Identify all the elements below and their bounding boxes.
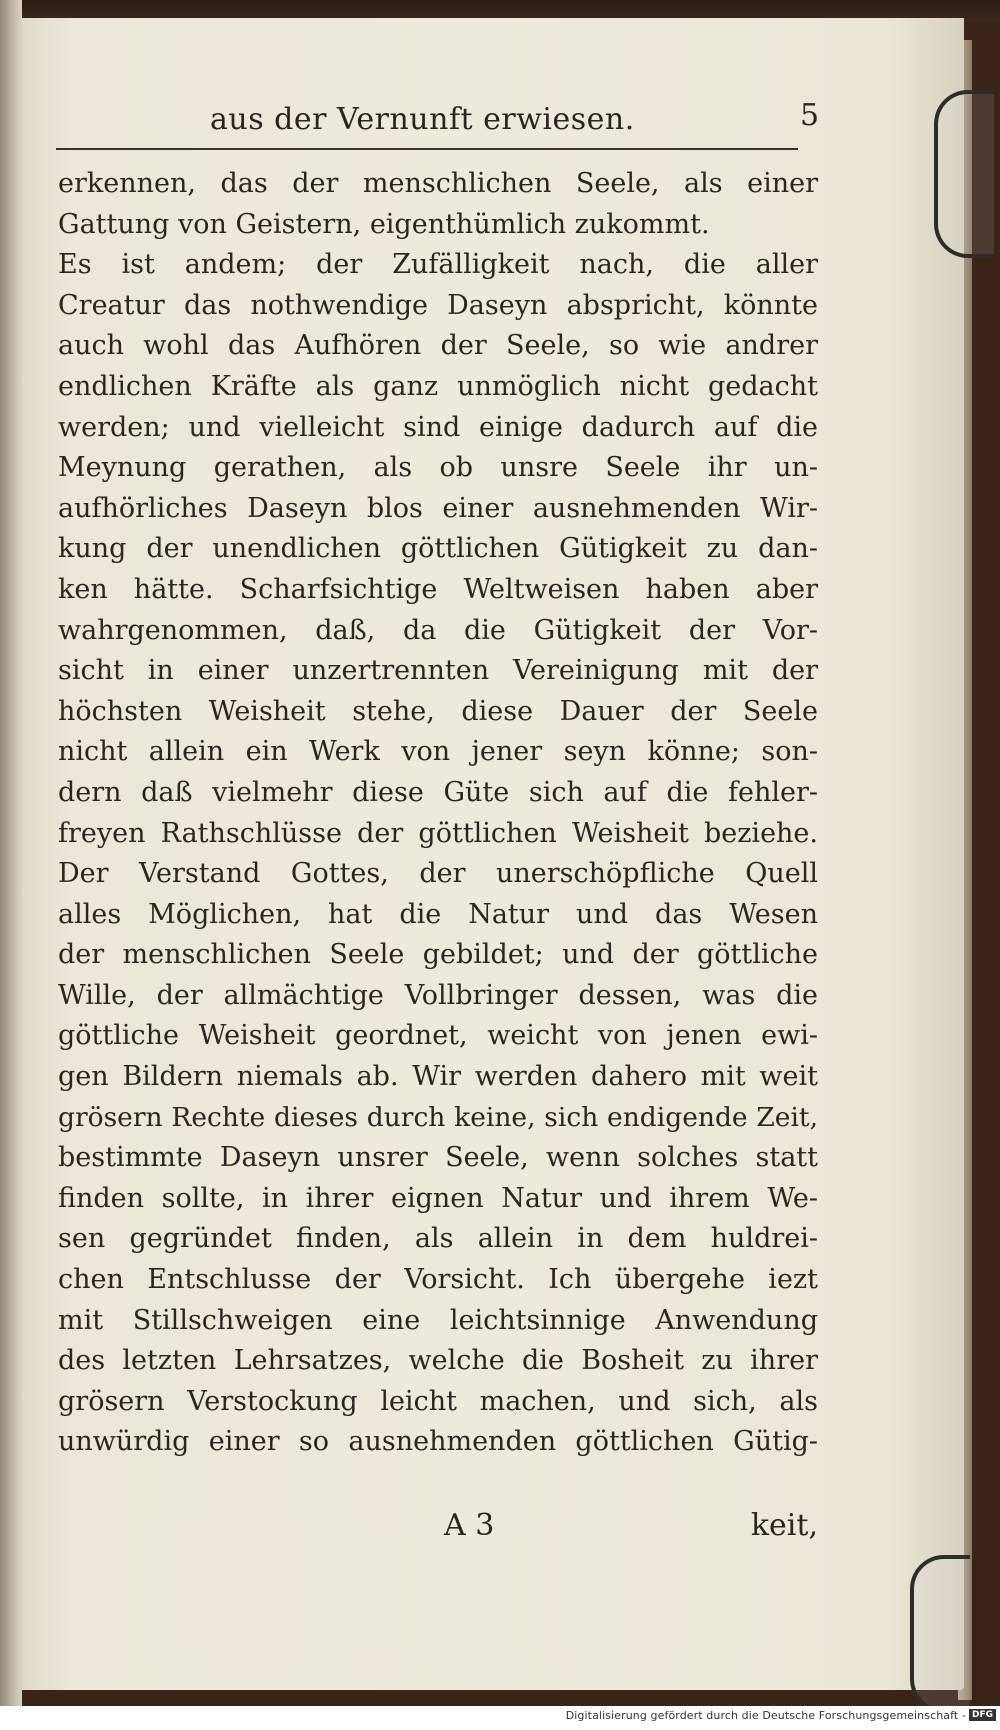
text-line: gen Bildern niemals ab. Wir werden dahero mit weit <box>58 1061 818 1093</box>
text-line: Der Verstand Gottes, der unerschöpfliche Quell <box>58 858 818 890</box>
text-line: unwürdig einer so ausnehmenden göttlichen Gütig- <box>58 1426 818 1458</box>
text-line: höchsten Weisheit stehe, diese Dauer der Seele <box>58 695 818 727</box>
text-line: alles Möglichen, hat die Natur und das Wesen <box>58 898 818 930</box>
text-line: des letzten Lehrsatzes, welche die Bosheit zu ihrer <box>58 1345 818 1377</box>
running-head: aus der Vernunft erwiesen. <box>210 102 635 137</box>
text-line: Wille, der allmächtige Vollbringer dessen, was die <box>58 979 818 1011</box>
footer-credit: Digitalisierung gefördert durch die Deutsche Forschungsgemeinschaft - <box>565 1709 966 1722</box>
text-line: finden sollte, in ihrer eignen Natur und ihrem We- <box>58 1182 818 1214</box>
text-line: auch wohl das Aufhören der Seele, so wie andrer <box>58 330 818 362</box>
page-footline <box>58 1508 818 1552</box>
header-rule <box>56 148 798 150</box>
text-line: grösern Rechte dieses durch keine, sich endigende Zeit, <box>58 1101 818 1133</box>
text-line: erkennen, das der menschlichen Seele, als einer <box>58 168 818 199</box>
text-line: Es ist andem; der Zufälligkeit nach, die aller <box>58 249 818 281</box>
text-line: grösern Verstockung leicht machen, und sich, als <box>58 1385 818 1417</box>
signature-mark: A 3 <box>444 1508 495 1543</box>
text-line: werden; und vielleicht sind einige dadurch auf die <box>58 411 818 443</box>
text-line: göttliche Weisheit geordnet, weicht von jenen ewi- <box>58 1020 818 1052</box>
body-text <box>58 164 818 1463</box>
text-line: freyen Rathschlüsse der göttlichen Weisheit beziehe. <box>58 817 818 849</box>
text-line: Gattung von Geistern, eigenthümlich zukommt. <box>58 208 710 240</box>
text-line: Creatur das nothwendige Daseyn abspricht, könnte <box>58 289 818 321</box>
text-line: bestimmte Daseyn unsrer Seele, wenn solches statt <box>58 1142 818 1174</box>
text-line: wahrgenommen, daß, da die Gütigkeit der Vor- <box>58 614 818 646</box>
text-line: kung der unendlichen göttlichen Gütigkeit zu dan- <box>58 533 818 565</box>
text-line: sicht in einer unzertrennten Vereinigung mit der <box>58 655 818 687</box>
text-line: chen Entschlusse der Vorsicht. Ich übergehe iezt <box>58 1264 818 1296</box>
text-line: nicht allein ein Werk von jener seyn könne; son- <box>58 736 818 768</box>
text-line: ken hätte. Scharfsichtige Weltweisen haben aber <box>58 573 818 605</box>
page-number: 5 <box>800 98 820 133</box>
text-line: der menschlichen Seele gebildet; und der göttliche <box>58 939 818 971</box>
text-line: sen gegründet finden, als allein in dem huldrei- <box>58 1223 818 1255</box>
text-line: dern daß vielmehr diese Güte sich auf die fehler- <box>58 776 818 808</box>
text-line: mit Stillschweigen eine leichtsinnige Anwendung <box>58 1304 818 1336</box>
dfg-logo: DFG <box>969 1709 996 1721</box>
page-clip-bottom <box>910 1555 970 1713</box>
catchword: keit, <box>750 1508 818 1543</box>
text-line: endlichen Kräfte als ganz unmöglich nicht gedacht <box>58 370 818 402</box>
text-line: aufhörliches Daseyn blos einer ausnehmenden Wir- <box>58 492 818 524</box>
page-clip-top <box>934 90 994 258</box>
text-line: Meynung gerathen, als ob unsre Seele ihr un- <box>58 452 818 484</box>
left-page-edge <box>0 0 22 1730</box>
